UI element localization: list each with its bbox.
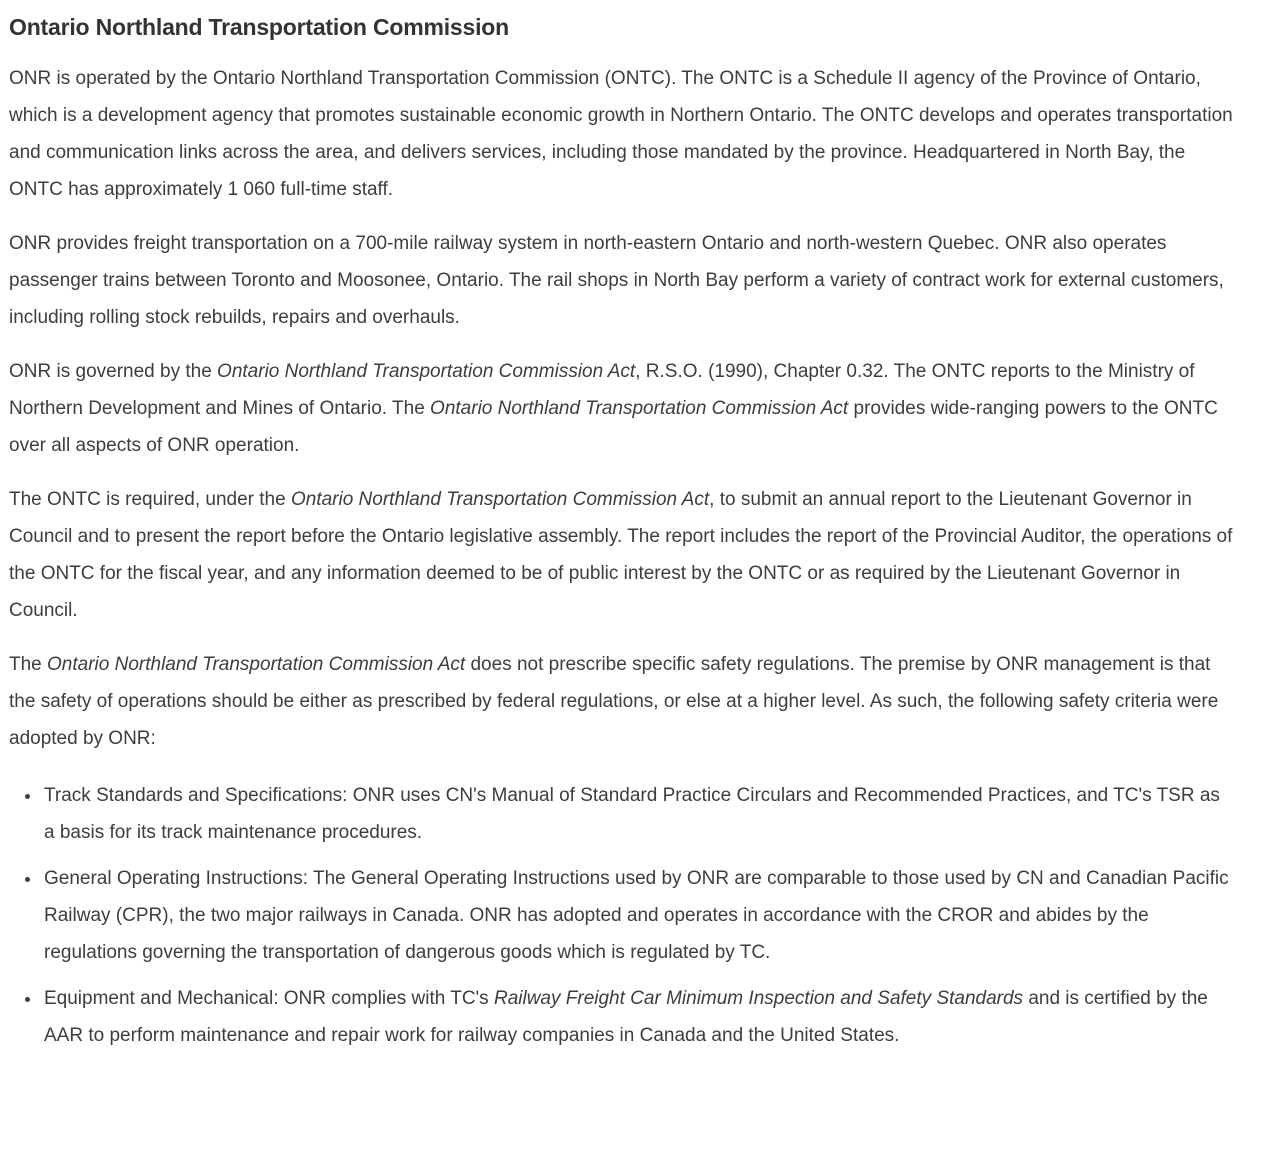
text-run: , R.S.O. (1990), Chapter 0.32. The ONTC reports to the Ministry of Northern Development and Mines of Ontario. The bbox=[9, 361, 1195, 419]
italic-text-run: Ontario Northland Transportation Commission Act bbox=[217, 361, 636, 382]
article-body bbox=[9, 60, 1234, 757]
text-run: provides wide-ranging powers to the ONTC over all aspects of ONR operation. bbox=[9, 398, 1218, 456]
text-run: ONR is governed by the bbox=[9, 361, 218, 382]
page-title: Ontario Northland Transportation Commission bbox=[9, 14, 509, 40]
text-run: , to submit an annual report to the Lieutenant Governor in Council and to present the report before the Ontario legislative assembly. The report includes the report of the Provincial Auditor, the operations of the ONTC for the fiscal year, and any information deemed to be of public interest by the ONTC or as required by the Lieutenant Governor in Council. bbox=[9, 489, 1233, 621]
text-run: The ONTC is required, under the bbox=[9, 489, 291, 510]
text-run: General Operating Instructions: The General Operating Instructions used by ONR are comparable to those used by CN and Canadian Pacific Railway (CPR), the two major railways in Canada. ONR has adopted and operates in accordance with the CROR and abides by the regulations governing the transportation of dangerous goods which is regulated by TC. bbox=[44, 868, 1229, 963]
paragraph bbox=[9, 646, 1234, 757]
paragraph bbox=[9, 225, 1234, 336]
italic-text-run: Ontario Northland Transportation Commission Act bbox=[47, 654, 466, 675]
list-item bbox=[42, 980, 1234, 1054]
paragraph bbox=[9, 481, 1234, 629]
italic-text-run: Ontario Northland Transportation Commission Act bbox=[290, 489, 710, 510]
text-run: and is certified by the AAR to perform maintenance and repair work for railway companies in Canada and the United States. bbox=[44, 988, 1208, 1046]
text-run: does not prescribe specific safety regulations. The premise by ONR management is that the safety of operations should be either as prescribed by federal regulations, or else at a higher level. As such, the following safety criteria were adopted by ONR: bbox=[9, 654, 1219, 749]
text-run: ONR provides freight transportation on a 700-mile railway system in north-eastern Ontario and north-western Quebec. ONR also operates passenger trains between Toronto and Moosonee, Ontario. The rail shops in North Bay perform a variety of contract work for external customers, including rolling stock rebuilds, repairs and overhauls. bbox=[9, 233, 1224, 328]
text-run: Equipment and Mechanical: ONR complies with TC's bbox=[44, 988, 494, 1009]
text-run: Track Standards and Specifications: ONR uses CN's Manual of Standard Practice Circulars and Recommended Practices, and TC's TSR as a basis for its track maintenance procedures. bbox=[44, 785, 1220, 843]
italic-text-run: Railway Freight Car Minimum Inspection and Safety Standards bbox=[493, 988, 1024, 1009]
paragraph bbox=[9, 353, 1234, 464]
safety-criteria-bullet-list bbox=[9, 777, 1234, 1054]
list-item bbox=[42, 860, 1234, 971]
text-run: ONR is operated by the Ontario Northland Transportation Commission (ONTC). The ONTC is a Schedule II agency of the Province of Ontario, which is a development agency that promotes sustainable economic growth in Northern Ontario. The ONTC develops and operates transportation and communication links across the area, and delivers services, including those mandated by the province. Headquartered in North Bay, the ONTC has approximately 1 060 full-time staff. bbox=[9, 68, 1233, 200]
italic-text-run: Ontario Northland Transportation Commission Act bbox=[430, 398, 849, 419]
text-run: The bbox=[9, 654, 48, 675]
paragraph bbox=[9, 60, 1234, 208]
list-item bbox=[42, 777, 1234, 851]
